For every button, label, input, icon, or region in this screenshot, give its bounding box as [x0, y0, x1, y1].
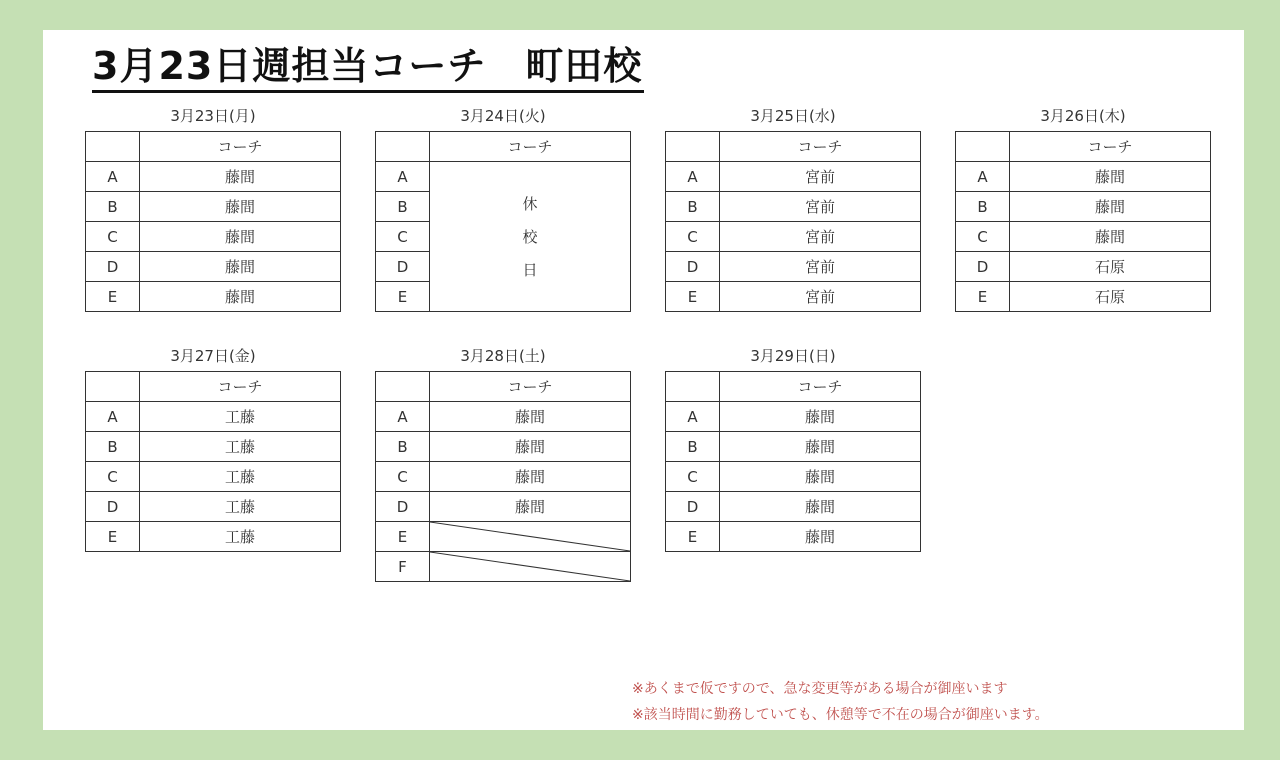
slot-cell: C — [956, 222, 1010, 252]
coach-name-cell: 藤間 — [720, 432, 921, 462]
table-row — [86, 522, 341, 552]
coach-table — [955, 131, 1211, 312]
day-date-label: 3月27日(金) — [170, 347, 256, 365]
day-date-label: 3月24日(火) — [460, 107, 546, 125]
coach-name-cell: 藤間 — [430, 402, 631, 432]
coach-name-cell: 藤間 — [1010, 192, 1211, 222]
coach-name-cell: 藤間 — [720, 402, 921, 432]
note-tentative: ※あくまで仮ですので、急な変更等がある場合が御座います — [632, 681, 1008, 697]
table-header-row — [86, 132, 341, 162]
table-row — [376, 462, 631, 492]
day-date-label: 3月26日(木) — [1040, 107, 1126, 125]
slot-cell: E — [666, 282, 720, 312]
table-header-row — [666, 372, 921, 402]
slot-cell: C — [86, 222, 140, 252]
coach-header-cell: コーチ — [1010, 132, 1211, 162]
coach-name-cell: 工藤 — [140, 492, 341, 522]
coach-header-cell: コーチ — [140, 372, 341, 402]
coach-name-cell: 藤間 — [720, 492, 921, 522]
slot-cell: C — [86, 462, 140, 492]
strike-line — [430, 552, 630, 581]
closed-char: 休 — [522, 195, 538, 213]
coach-table — [85, 371, 341, 552]
day-schedule — [955, 101, 1211, 312]
day-schedule — [665, 101, 921, 312]
note-absence: ※該当時間に勤務していても、休憩等で不在の場合が御座います。 — [632, 707, 1049, 723]
slot-cell: B — [86, 192, 140, 222]
slot-cell: A — [666, 162, 720, 192]
table-row — [956, 192, 1211, 222]
coach-name-cell: 石原 — [1010, 282, 1211, 312]
coach-name-cell: 工藤 — [140, 402, 341, 432]
table-row — [956, 282, 1211, 312]
coach-header-cell: コーチ — [430, 372, 631, 402]
slot-cell: D — [666, 492, 720, 522]
slot-cell: D — [956, 252, 1010, 282]
table-header-row — [86, 372, 341, 402]
slot-cell: E — [86, 282, 140, 312]
slot-cell: C — [376, 222, 430, 252]
table-row — [956, 162, 1211, 192]
slot-header-cell — [86, 372, 140, 402]
slot-cell: B — [666, 432, 720, 462]
coach-header-cell: コーチ — [140, 132, 341, 162]
day-date-label: 3月23日(月) — [170, 107, 256, 125]
coach-header-cell: コーチ — [430, 132, 631, 162]
table-row — [376, 492, 631, 522]
slot-cell: E — [86, 522, 140, 552]
slot-cell: E — [376, 282, 430, 312]
coach-table — [85, 131, 341, 312]
slot-cell: E — [376, 522, 430, 552]
coach-name-cell: 藤間 — [430, 432, 631, 462]
slot-cell: C — [376, 462, 430, 492]
slot-header-cell — [666, 132, 720, 162]
coach-name-cell: 石原 — [1010, 252, 1211, 282]
table-row — [376, 162, 631, 192]
notes — [632, 676, 1049, 728]
slot-cell: D — [376, 492, 430, 522]
slot-cell: A — [376, 162, 430, 192]
coach-name-cell: 藤間 — [430, 492, 631, 522]
slot-cell: D — [86, 252, 140, 282]
coach-name-cell: 藤間 — [140, 252, 341, 282]
table-header-row — [956, 132, 1211, 162]
closed-char: 日 — [522, 261, 538, 279]
school-closed-cell — [430, 162, 631, 312]
coach-name-cell: 藤間 — [140, 192, 341, 222]
slot-cell: D — [86, 492, 140, 522]
coach-name-cell: 藤間 — [140, 222, 341, 252]
coach-table — [375, 371, 631, 582]
closed-char: 校 — [522, 228, 538, 246]
coach-name-cell: 藤間 — [430, 462, 631, 492]
table-row — [376, 552, 631, 582]
slot-cell: A — [86, 162, 140, 192]
coach-name-cell: 宮前 — [720, 252, 921, 282]
slot-cell: A — [666, 402, 720, 432]
coach-table — [665, 371, 921, 552]
day-date-label: 3月28日(土) — [460, 347, 546, 365]
coach-name-cell: 藤間 — [720, 522, 921, 552]
page-title: 3月23日週担当コーチ 町田校 — [92, 42, 644, 93]
table-header-row — [376, 372, 631, 402]
coach-name-cell: 宮前 — [720, 192, 921, 222]
table-row — [666, 282, 921, 312]
table-row — [86, 282, 341, 312]
coach-table — [375, 131, 631, 312]
coach-name-cell: 藤間 — [720, 462, 921, 492]
slot-header-cell — [376, 132, 430, 162]
table-row — [86, 432, 341, 462]
table-row — [666, 252, 921, 282]
table-row — [376, 522, 631, 552]
slot-cell: B — [956, 192, 1010, 222]
table-row — [666, 432, 921, 462]
slot-header-cell — [666, 372, 720, 402]
day-schedule — [85, 341, 341, 552]
day-schedule — [665, 341, 921, 552]
table-row — [666, 492, 921, 522]
table-row — [666, 222, 921, 252]
day-schedule — [375, 101, 631, 312]
coach-name-cell: 宮前 — [720, 222, 921, 252]
slot-cell: B — [86, 432, 140, 462]
table-row — [666, 402, 921, 432]
table-row — [86, 462, 341, 492]
coach-name-cell: 藤間 — [1010, 222, 1211, 252]
coach-header-cell: コーチ — [720, 372, 921, 402]
table-row — [86, 492, 341, 522]
table-row — [86, 162, 341, 192]
slot-header-cell — [86, 132, 140, 162]
slot-cell: B — [376, 192, 430, 222]
day-date-label: 3月29日(日) — [750, 347, 836, 365]
coach-name-cell: 藤間 — [140, 282, 341, 312]
coach-table — [665, 131, 921, 312]
coach-name-cell: 藤間 — [1010, 162, 1211, 192]
table-row — [956, 222, 1211, 252]
slot-cell: E — [956, 282, 1010, 312]
slot-cell: A — [376, 402, 430, 432]
table-row — [666, 162, 921, 192]
table-row — [86, 402, 341, 432]
struck-out-cell — [430, 552, 631, 582]
slot-cell: A — [956, 162, 1010, 192]
table-row — [666, 462, 921, 492]
coach-name-cell: 藤間 — [140, 162, 341, 192]
strike-line — [430, 522, 630, 551]
struck-out-cell — [430, 522, 631, 552]
slot-header-cell — [956, 132, 1010, 162]
table-row — [956, 252, 1211, 282]
coach-header-cell: コーチ — [720, 132, 921, 162]
table-header-row — [376, 132, 631, 162]
day-schedule — [85, 101, 341, 312]
day-date-label: 3月25日(水) — [750, 107, 836, 125]
coach-name-cell: 宮前 — [720, 282, 921, 312]
table-row — [86, 192, 341, 222]
coach-name-cell: 工藤 — [140, 462, 341, 492]
table-row — [86, 222, 341, 252]
table-header-row — [666, 132, 921, 162]
table-row — [376, 402, 631, 432]
slot-cell: B — [376, 432, 430, 462]
slot-cell: A — [86, 402, 140, 432]
slot-header-cell — [376, 372, 430, 402]
slot-cell: C — [666, 462, 720, 492]
slot-cell: C — [666, 222, 720, 252]
slot-cell: E — [666, 522, 720, 552]
day-schedule — [375, 341, 631, 582]
slot-cell: B — [666, 192, 720, 222]
table-row — [666, 192, 921, 222]
coach-name-cell: 宮前 — [720, 162, 921, 192]
table-row — [376, 432, 631, 462]
slot-cell: D — [376, 252, 430, 282]
table-row — [86, 252, 341, 282]
slot-cell: D — [666, 252, 720, 282]
coach-name-cell: 工藤 — [140, 432, 341, 462]
slot-cell: F — [376, 552, 430, 582]
coach-name-cell: 工藤 — [140, 522, 341, 552]
table-row — [666, 522, 921, 552]
